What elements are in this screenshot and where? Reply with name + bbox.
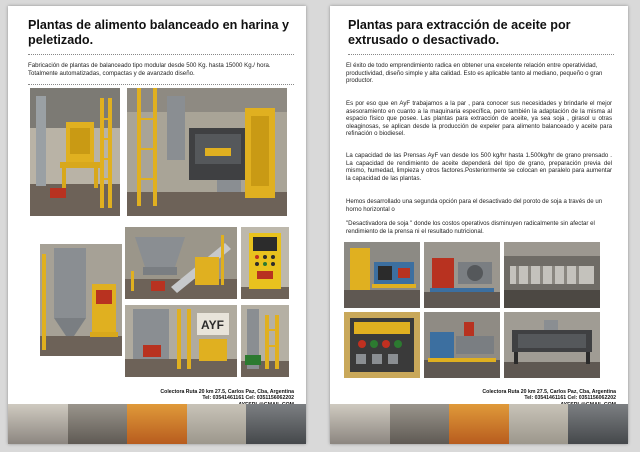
- title-divider: [348, 54, 614, 55]
- right-paragraph-5: "Desactivadora de soja " donde los costos operativos disminuyen radicalmente sin afectar el rendimiento de la prensa ni el resultado nutricional.: [346, 220, 595, 235]
- left-page-title: Plantas de alimento balanceado en harina y peletizado.: [28, 18, 290, 47]
- footer-strip-photo: [390, 404, 450, 444]
- contact-phones: Tel: 03541461161 Cel: 0351156062202: [202, 395, 294, 402]
- footer-strip-photo: [509, 404, 569, 444]
- footer-strip-photo: [246, 404, 306, 444]
- extruder-motor-photo: [424, 312, 500, 378]
- mixer-plant-photo: [30, 88, 120, 216]
- press-gearbox-photo: [424, 242, 500, 308]
- intro-divider: [28, 84, 294, 85]
- footer-strip-photo: [449, 404, 509, 444]
- oil-press-line-photo: [344, 242, 420, 308]
- footer-strip-photo: [330, 404, 390, 444]
- press-screw-photo: [504, 242, 600, 308]
- contact-phones: Tel: 03541461161 Cel: 0351156062202: [524, 395, 616, 402]
- ayf-pelletizer-photo: [125, 305, 237, 377]
- right-paragraph-3: La capacidad de las Prensas AyF van desde los 500 kg/hr hasta 1.500kg/hr de grano prensado . La capacidad de rendimiento de aceite dependerá del tipo de grano, preparación previa del mismo, humedad, limpieza y otros factores.Posteriormente se colocan en paralelo para aumentar la capacidad de las plantas.: [346, 152, 612, 182]
- auger-conveyor-photo: [241, 305, 289, 377]
- footer-strip-photo: [127, 404, 187, 444]
- control-board-photo: [344, 312, 420, 378]
- svg-text:AYF: AYF: [201, 318, 224, 332]
- title-divider: [28, 54, 294, 55]
- right-paragraph-1: El éxito de todo emprendimiento radica en obtener una excelente relación entre operatividad, productividad, diseño simple y alta calidad. Esto es aplicable tanto al mediano, pequeño o gran productor.: [346, 62, 603, 85]
- footer-strip-photo: [68, 404, 128, 444]
- left-footer-photo-strip: [8, 404, 306, 444]
- right-paragraph-2: Es por eso que en AyF trabajamos a la par , para conocer sus necesidades y brindarle el mejor asesoramiento en cuanto a la maquinaria específica, pero también la adaptación de la misma al espacio físico que posee. Las plantas para extracción de aceite, ya sea soja , girasol u otras oleaginosas, se aplican desde la producción de expeler para alimento balanceado y aceite para refinación o biodiesel.: [346, 100, 612, 138]
- footer-strip-photo: [568, 404, 628, 444]
- desactivator-oven-photo: [504, 312, 600, 378]
- yellow-control-panel-photo: [241, 227, 289, 299]
- mill-tower-photo: [127, 88, 287, 216]
- right-paragraph-4: Hemos desarrollado una segunda opción para el desactivado del poroto de soja a través de un horno horizontal o: [346, 198, 603, 213]
- left-intro-text: Fabricación de plantas de balanceado tipo modular desde 500 Kg. hasta 15000 Kg./ hora. Totalmente automatizadas, compactas y de avanzado diseño.: [28, 62, 271, 77]
- right-page-title: Plantas para extracción de aceite por extrusado o desactivado.: [348, 18, 571, 47]
- left-page: [8, 6, 306, 444]
- conveyor-hopper-photo: [125, 227, 237, 299]
- right-page: [330, 6, 628, 444]
- footer-strip-photo: [8, 404, 68, 444]
- contact-address: Colectora Ruta 20 km 27.5, Carlos Paz, Cba, Argentina: [160, 389, 294, 395]
- silo-plant-photo: [40, 244, 122, 356]
- footer-strip-photo: [187, 404, 247, 444]
- contact-address: Colectora Ruta 20 km 27.5, Carlos Paz, Cba, Argentina: [482, 389, 616, 395]
- right-footer-photo-strip: [330, 404, 628, 444]
